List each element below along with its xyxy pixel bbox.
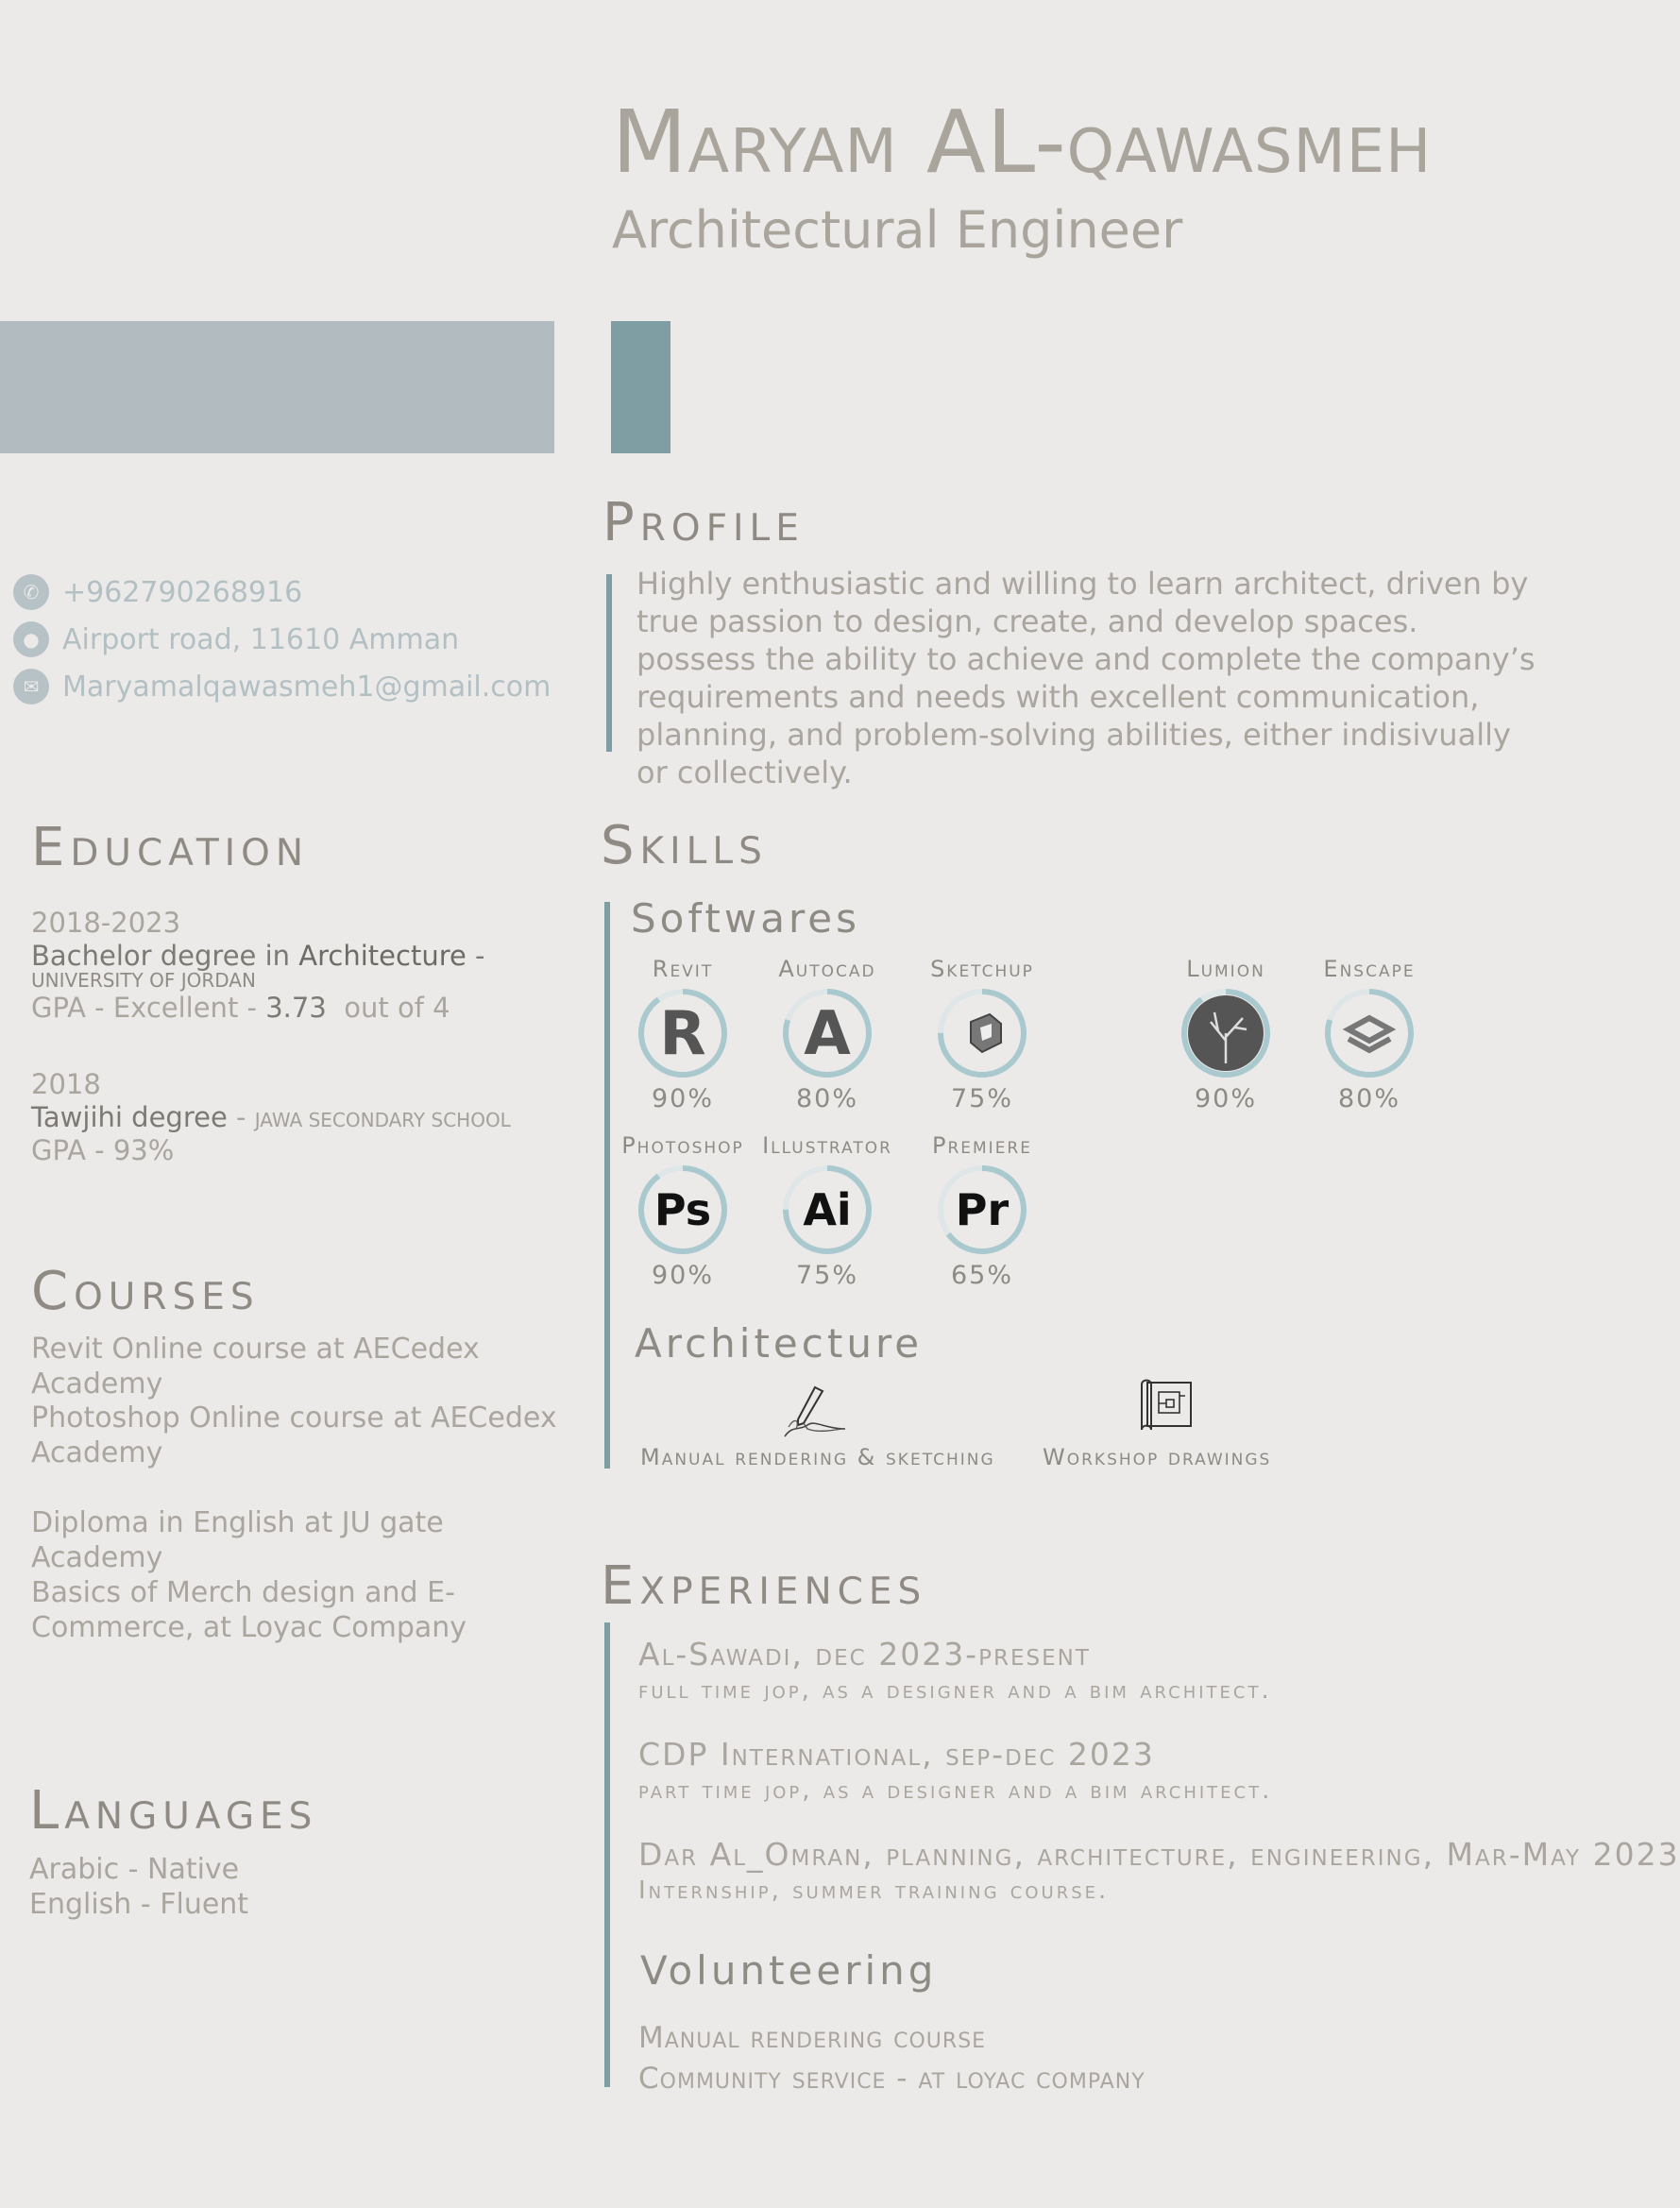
pen-sketch-icon xyxy=(779,1382,851,1442)
software-percent: 80% xyxy=(795,1084,858,1113)
full-name: Maryam AL-qawasmeh xyxy=(612,92,1433,193)
software-percent: 65% xyxy=(950,1261,1013,1290)
svg-text:Ai: Ai xyxy=(803,1184,852,1235)
edu-years: 2018-2023 xyxy=(31,907,181,939)
email-text: Maryamalqawasmeh1@gmail.com xyxy=(62,670,552,704)
course-item: Diploma in English at JU gate Academy xyxy=(31,1506,444,1574)
svg-text:R: R xyxy=(659,999,706,1069)
volunteering-heading: Volunteering xyxy=(640,1947,938,1994)
languages-heading: Languages xyxy=(29,1780,318,1842)
photo-band xyxy=(0,321,554,453)
profile-paragraph-2: possess the ability to achieve and complete the company’s requirements and needs with excellent communication, planning, and problem-solving abilities, either indisivually or collectively. xyxy=(636,641,1536,790)
edu-degree: Bachelor degree in Architecture - xyxy=(31,939,485,972)
software-label: Autocad xyxy=(778,956,876,982)
profile-paragraph-1: Highly enthusiastic and willing to learn architect, driven by true passion to design, create, and develop spaces. xyxy=(636,566,1529,639)
architecture-heading: Architecture xyxy=(635,1320,924,1367)
education-entry-2 xyxy=(31,1068,511,1166)
svg-text:A: A xyxy=(804,999,851,1069)
skills-rule xyxy=(604,902,610,1469)
illustrator-icon xyxy=(778,1161,876,1259)
courses-heading: Courses xyxy=(31,1261,260,1322)
software-label: Photoshop xyxy=(621,1132,744,1159)
profile-heading: Profile xyxy=(602,492,805,553)
contact-phone[interactable] xyxy=(13,573,302,611)
premiere-icon xyxy=(933,1161,1031,1259)
course-item: Revit Online course at AECedex Academy xyxy=(31,1333,480,1401)
education-heading: Education xyxy=(31,817,310,878)
experience-title: CDP International, sep-dec 2023 xyxy=(638,1736,1155,1773)
arch-skill-label: Manual rendering & sketching xyxy=(640,1444,995,1470)
svg-text:Pr: Pr xyxy=(955,1184,1010,1235)
profile-rule xyxy=(606,574,612,752)
volunteering-item: Community service - at loyac company xyxy=(638,2062,1145,2096)
accent-block xyxy=(611,321,670,453)
software-percent: 90% xyxy=(1194,1084,1257,1113)
software-label: Premiere xyxy=(931,1132,1032,1159)
job-title: Architectural Engineer xyxy=(612,200,1183,260)
software-percent: 80% xyxy=(1337,1084,1400,1113)
experience-title: Al-Sawadi, dec 2023-present xyxy=(638,1636,1091,1673)
phone-text: +962790268916 xyxy=(62,575,303,609)
experience-detail: Internship, summer training course. xyxy=(638,1877,1110,1905)
software-label: Enscape xyxy=(1323,956,1416,982)
volunteering-item: Manual rendering course xyxy=(638,2021,987,2055)
edu-years: 2018 xyxy=(31,1068,101,1100)
software-percent: 90% xyxy=(651,1261,714,1290)
software-label: Sketchup xyxy=(930,956,1034,982)
course-item: Basics of Merch design and E-Commerce, at Loyac Company xyxy=(31,1576,467,1644)
software-percent: 75% xyxy=(950,1084,1013,1113)
location-pin-icon: ● xyxy=(13,621,49,657)
skills-heading: Skills xyxy=(601,815,768,876)
software-label: Revit xyxy=(652,956,714,982)
blueprint-icon xyxy=(1138,1377,1195,1434)
arch-skill-label: Workshop drawings xyxy=(1043,1444,1272,1470)
education-entry-1 xyxy=(31,907,485,1024)
software-label: Illustrator xyxy=(762,1132,892,1159)
experiences-rule xyxy=(604,1622,610,2087)
contact-email[interactable] xyxy=(13,668,551,705)
sketchup-icon xyxy=(933,984,1031,1082)
address-text: Airport road, 11610 Amman xyxy=(62,622,460,656)
enscape-icon xyxy=(1320,984,1418,1082)
profile-text xyxy=(636,565,1543,791)
software-label: Lumion xyxy=(1186,956,1265,982)
autocad-icon xyxy=(778,984,876,1082)
experience-title: Dar Al_Omran, planning, architecture, engineering, Mar-May 2023 xyxy=(638,1836,1680,1873)
language-item: Arabic - Native xyxy=(29,1853,240,1886)
experience-detail: part time jop, as a designer and a bim architect. xyxy=(638,1776,1273,1805)
photoshop-icon xyxy=(634,1161,732,1259)
course-item: Photoshop Online course at AECedex Academy xyxy=(31,1401,557,1469)
edu-gpa: GPA - 93% xyxy=(31,1133,175,1166)
experience-detail: full time jop, as a designer and a bim architect. xyxy=(638,1676,1272,1705)
revit-icon xyxy=(634,984,732,1082)
software-percent: 90% xyxy=(651,1084,714,1113)
svg-text:Ps: Ps xyxy=(653,1184,712,1235)
phone-icon: ✆ xyxy=(13,574,49,610)
experiences-heading: Experiences xyxy=(601,1555,927,1617)
edu-institution: UNIVERSITY OF JORDAN xyxy=(31,968,256,992)
contact-address xyxy=(13,620,459,658)
software-percent: 75% xyxy=(795,1261,858,1290)
edu-degree: Tawjihi degree - JAWA SECONDARY SCHOOL xyxy=(31,1100,511,1133)
edu-gpa: GPA - Excellent - 3.73 out of 4 xyxy=(31,991,450,1024)
softwares-heading: Softwares xyxy=(631,895,861,942)
lumion-icon xyxy=(1177,984,1275,1082)
mail-icon: ✉ xyxy=(13,669,49,705)
language-item: English - Fluent xyxy=(29,1888,249,1921)
